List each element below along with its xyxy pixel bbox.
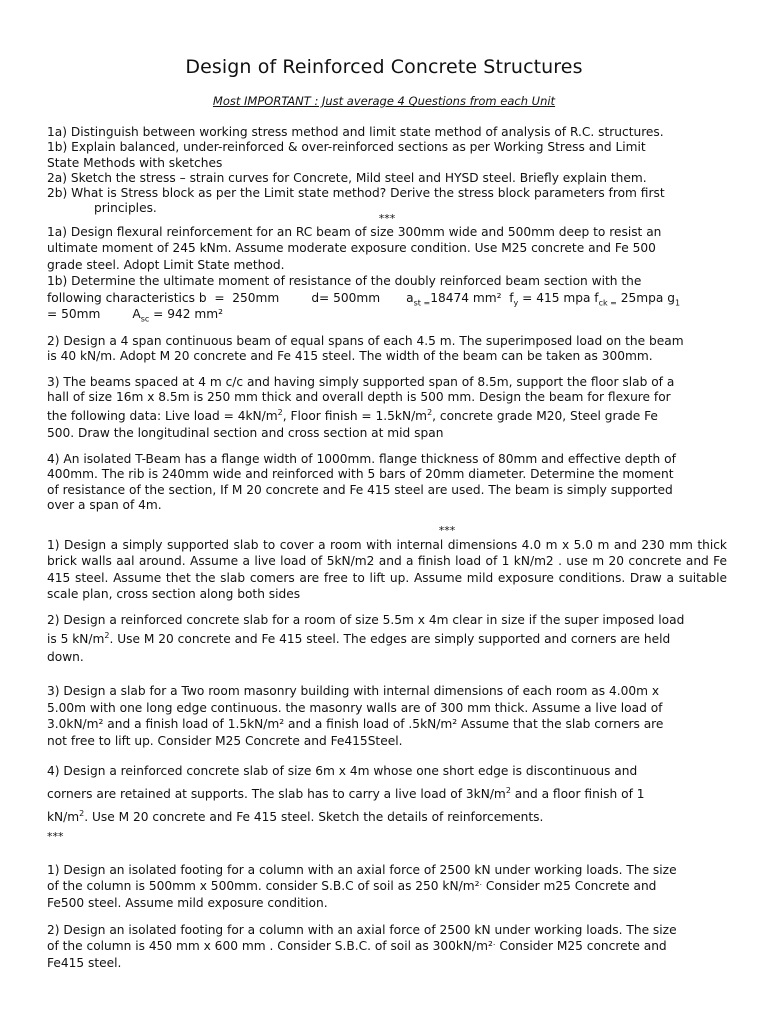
unit4-q1-line2b: Consider m25 Concrete and <box>482 879 657 894</box>
unit2-q4-line3: of resistance of the section, If M 20 concrete and Fe 415 steel are used. The beam is simply supported <box>47 482 673 497</box>
unit2-separator: *** <box>438 524 456 537</box>
unit2-q3 <box>47 375 727 441</box>
unit1-q2a: 2a) Sketch the stress – strain curves for Concrete, Mild steel and HYSD steel. Briefly explain them. <box>47 170 647 185</box>
unit2-q3-sup1: 2 <box>277 407 283 417</box>
unit4-q1-line1: 1) Design an isolated footing for a column with an axial force of 2500 kN under working loads. The size <box>47 863 677 877</box>
unit3-q4-sup: 2 <box>505 785 511 795</box>
unit3-q2-line3: down. <box>47 650 84 665</box>
unit2-q1b-f-val: = 415 mpa f <box>518 290 599 305</box>
unit2-q1b-asc-sub: sc <box>140 314 150 324</box>
unit2-q1b-g-sub: 1 <box>674 297 681 307</box>
unit3-separator: *** <box>47 830 64 843</box>
unit3-q2 <box>47 613 727 666</box>
unit2-q1b-a-val: 18474 mm² f <box>430 290 514 305</box>
unit2-q3-line3 <box>47 406 727 426</box>
unit3-q4-line3b: . Use M 20 concrete and Fe 415 steel. Sketch the details of reinforcements. <box>84 810 544 824</box>
unit2-q4-line4: over a span of 4m. <box>47 497 162 512</box>
unit3-q2-line1: 2) Design a reinforced concrete slab for a room of size 5.5m x 4m clear in size if the super imposed load <box>47 613 685 627</box>
unit3-q4-sup2: 2 <box>79 808 85 818</box>
unit4-q2 <box>47 922 727 971</box>
unit1-q1b-line1: 1b) Explain balanced, under-reinforced & over-reinforced sections as per Working Stress and Limit <box>47 140 646 155</box>
page-title: Design of Reinforced Concrete Structures <box>185 56 583 78</box>
unit2-q1a <box>47 224 727 273</box>
unit2-q1b-a: a <box>406 290 414 305</box>
unit3-q2-line2b: . Use M 20 concrete and Fe 415 steel. The edges are simply supported and corners are held <box>109 632 671 647</box>
unit2-q1a-line2: ultimate moment of 245 kNm. Assume moderate exposure condition. Use M25 concrete and Fe 500 <box>47 241 656 256</box>
unit3-q2-line2a: is 5 kN/m <box>47 632 105 647</box>
unit1-q2b-line2: principles. <box>94 201 157 216</box>
unit2-q3-line1: 3) The beams spaced at 4 m c/c and having simply supported span of 8.5m, support the floor slab of a <box>47 375 675 389</box>
unit4-q2-line2b: Consider M25 concrete and <box>495 939 667 954</box>
unit2-q1b <box>47 273 727 323</box>
unit1-questions <box>47 125 727 217</box>
unit2-q2-line2: is 40 kN/m. Adopt M 20 concrete and Fe 415 steel. The width of the beam can be taken as 300mm. <box>47 349 653 364</box>
unit1-q1a: 1a) Distinguish between working stress method and limit state method of analysis of R.C. structures. <box>47 125 664 139</box>
unit2-q2-line1: 2) Design a 4 span continuous beam of equal spans of each 4.5 m. The superimposed load on the beam <box>47 334 684 348</box>
unit4-q1-line2 <box>47 878 727 894</box>
unit3-q4 <box>47 760 727 829</box>
unit4-q2-line2 <box>47 938 727 954</box>
unit1-separator: *** <box>378 212 396 225</box>
unit4-q2-line2-dot: . <box>492 938 496 948</box>
unit2-q1a-line3: grade steel. Adopt Limit State method. <box>47 257 285 272</box>
unit2-q3-line2: hall of size 16m x 8.5m is 250 mm thick and overall depth is 500 mm. Design the beam for flexure for <box>47 390 671 405</box>
unit2-q1b-a-sub: st = <box>413 297 431 307</box>
unit3-q4-line1: 4) Design a reinforced concrete slab of size 6m x 4m whose one short edge is discontinuous and <box>47 764 638 778</box>
unit3-q2-line2 <box>47 628 727 650</box>
unit2-q1b-f-sub: y <box>513 297 519 307</box>
unit2-q3-sup2: 2 <box>427 407 433 417</box>
unit3-q2-sup: 2 <box>104 631 110 641</box>
unit4-q2-line3: Fe415 steel. <box>47 955 122 970</box>
unit2-q4 <box>47 452 727 513</box>
unit2-q3-line3a: the following data: Live load = 4kN/m <box>47 408 278 423</box>
unit2-q1b-asc-val: = 942 mm² <box>149 307 223 321</box>
unit3-q3-line2: 5.00m with one long edge continuous. the masonry walls are of 300 mm thick. Assume a live load of <box>47 700 663 715</box>
unit3-q3-line4: not free to lift up. Consider M25 Concrete and Fe415Steel. <box>47 733 403 748</box>
unit4-q1-line3: Fe500 steel. Assume mild exposure condition. <box>47 895 328 910</box>
unit2-q1b-d: d= 500mm <box>311 290 381 305</box>
unit2-q1b-asc: A <box>132 307 141 321</box>
unit1-q2b-line1: 2b) What is Stress block as per the Limit state method? Derive the stress block parameters from first <box>47 186 665 201</box>
unit2-q1b-line2 <box>47 290 727 307</box>
unit3-q4-line2a: corners are retained at supports. The slab has to carry a live load of 3kN/m <box>47 787 506 801</box>
unit2-q1b-line3a: = 50mm <box>47 307 101 321</box>
unit2-q4-line2: 400mm. The rib is 240mm wide and reinforced with 5 bars of 20mm diameter. Determine the moment <box>47 467 674 482</box>
unit3-q4-line2 <box>47 783 727 806</box>
unit4-q1 <box>47 862 727 911</box>
unit2-q1b-fck-sub: ck = <box>598 297 617 307</box>
unit2-q2 <box>47 334 727 365</box>
unit2-q3-line3b: , Floor finish = 1.5kN/m <box>282 408 428 423</box>
page-subtitle: Most IMPORTANT : Just average 4 Questions from each Unit <box>212 94 556 108</box>
unit4-q1-line2a: of the column is 500mm x 500mm. consider S.B.C of soil as 250 kN/m² <box>47 879 480 894</box>
unit2-q1a-line1: 1a) Design flexural reinforcement for an RC beam of size 300mm wide and 500mm deep to resist an <box>47 225 662 239</box>
unit4-q2-line2a: of the column is 450 mm x 600 mm . Consider S.B.C. of soil as 300kN/m² <box>47 939 493 954</box>
unit3-q4-line2b: and a floor finish of 1 <box>510 787 645 801</box>
unit3-q1: 1) Design a simply supported slab to cover a room with internal dimensions 4.0 m x 5.0 m and 230 mm thick brick walls aal around. Assume a live load of 5kN/m2 and a finish load of 1 kN/m2 . use m 20 concrete and Fe 415 steel. Assume thet the slab comers are free to lift up. Assume mild exposure conditions. Draw a suitable scale plan, cross section along both sides <box>47 538 727 601</box>
unit1-q1b-line2: State Methods with sketches <box>47 155 223 170</box>
unit4-q1-line2-dot: . <box>479 878 483 888</box>
unit3-q4-line3 <box>47 806 727 829</box>
unit2-q1b-line3 <box>47 306 727 323</box>
unit3-q3 <box>47 683 727 749</box>
unit3-q3-line1: 3) Design a slab for a Two room masonry building with internal dimensions of each room as 4.00m x <box>47 684 660 698</box>
unit2-q1b-b: following characteristics b = 250mm <box>47 290 280 305</box>
unit3-q3-line3: 3.0kN/m² and a finish load of 1.5kN/m² and a finish load of .5kN/m² Assume that the slab corners are <box>47 717 664 731</box>
unit2-q1b-fck-val: 25mpa g <box>616 290 675 305</box>
unit2-q3-line4: 500. Draw the longitudinal section and cross section at mid span <box>47 425 444 440</box>
unit2-q1b-line1: 1b) Determine the ultimate moment of resistance of the doubly reinforced beam section with the <box>47 274 642 288</box>
unit4-q2-line1: 2) Design an isolated footing for a column with an axial force of 2500 kN under working loads. The size <box>47 923 677 937</box>
unit3-q4-line3a: kN/m <box>47 810 80 824</box>
unit2-q4-line1: 4) An isolated T-Beam has a flange width of 1000mm. flange thickness of 80mm and effective depth of <box>47 452 676 466</box>
unit2-q3-line3c: , concrete grade M20, Steel grade Fe <box>432 408 658 423</box>
